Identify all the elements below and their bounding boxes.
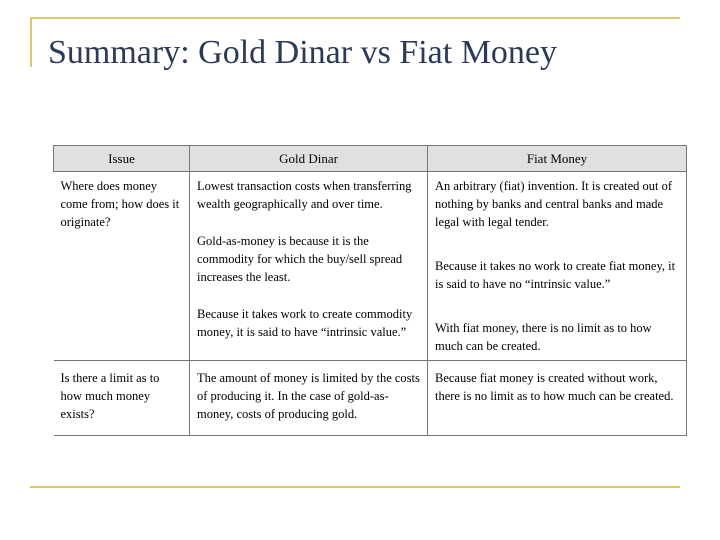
header-fiat-money: Fiat Money [428, 146, 687, 172]
issue-text: Is there a limit as to how much money exists? [60, 371, 160, 421]
cell-issue [54, 172, 190, 361]
accent-rule-left [30, 17, 32, 67]
gold-paragraph: Because it takes work to create commodity money, it is said to have “intrinsic value.” [197, 307, 413, 339]
accent-rule-top [30, 17, 680, 19]
fiat-paragraph: Because it takes no work to create fiat money, it is said to have no “intrinsic value.” [435, 259, 676, 291]
table-header-row [54, 146, 687, 172]
cell-fiat-money [428, 361, 687, 436]
cell-gold-dinar [190, 172, 428, 361]
table-row [54, 172, 687, 361]
slide-title: Summary: Gold Dinar vs Fiat Money [48, 34, 558, 71]
gold-paragraph: Lowest transaction costs when transferring wealth geographically and over time. [197, 179, 412, 211]
cell-issue [54, 361, 190, 436]
fiat-paragraph: With fiat money, there is no limit as to how much can be created. [435, 321, 652, 353]
gold-paragraph: Gold-as-money is because it is the commodity for which the buy/sell spread increases the least. [197, 234, 403, 284]
cell-fiat-money [428, 172, 687, 361]
header-issue: Issue [54, 146, 190, 172]
accent-rule-bottom [30, 486, 680, 488]
fiat-paragraph: An arbitrary (fiat) invention. It is created out of nothing by banks and central banks and made legal with legal tender. [435, 179, 673, 229]
issue-text: Where does money come from; how does it originate? [60, 179, 180, 229]
cell-gold-dinar [190, 361, 428, 436]
fiat-paragraph: Because fiat money is created without work, there is no limit as to how much can be created. [435, 371, 674, 403]
comparison-table [53, 145, 687, 436]
header-gold-dinar: Gold Dinar [190, 146, 428, 172]
gold-paragraph: The amount of money is limited by the costs of producing it. In the case of gold-as-money, costs of producing gold. [197, 371, 420, 421]
table-row [54, 361, 687, 436]
comparison-table-wrapper [53, 145, 686, 436]
